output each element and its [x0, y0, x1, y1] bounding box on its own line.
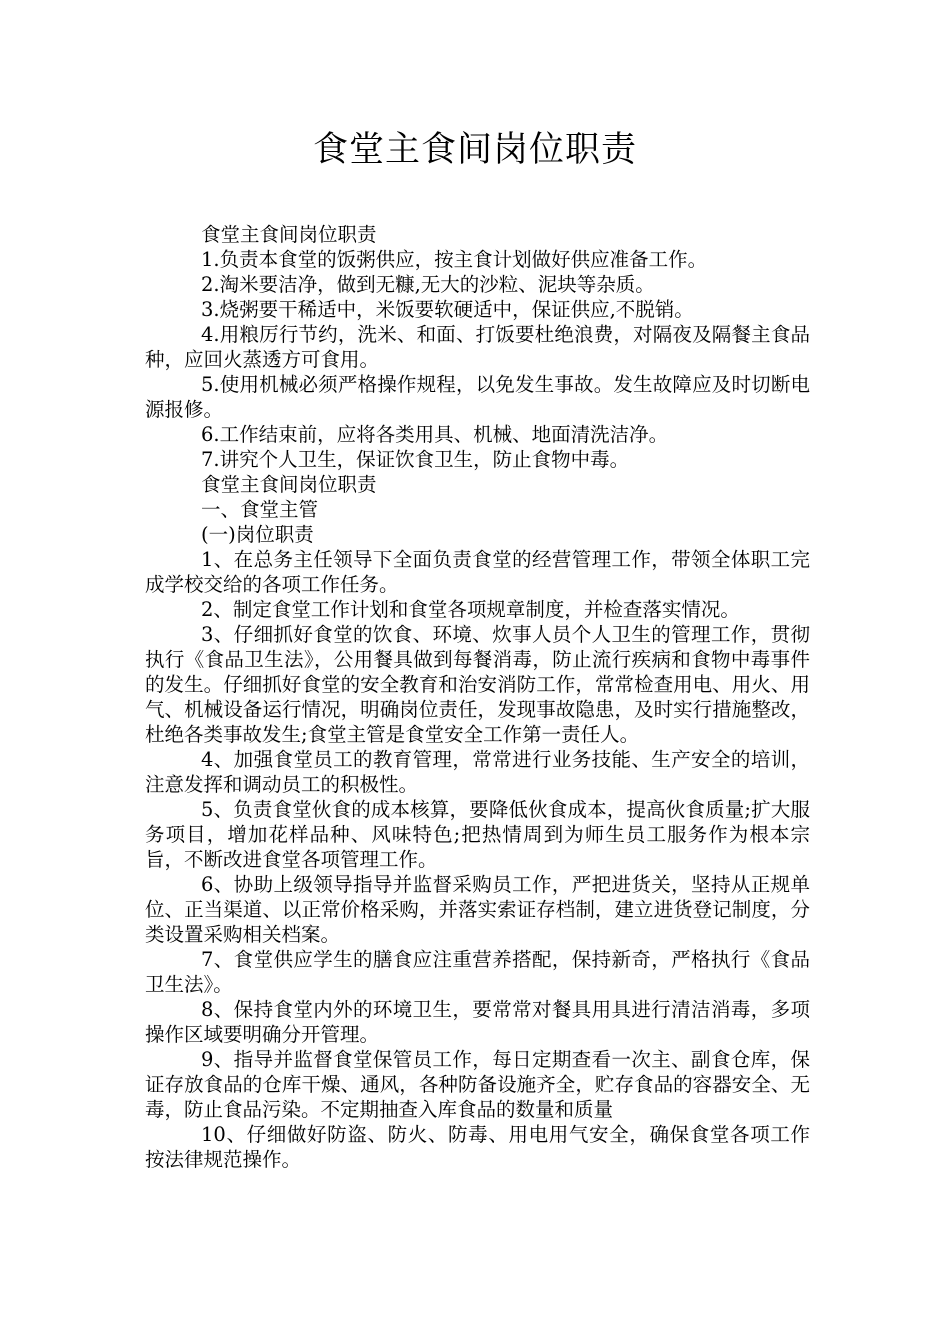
paragraph: 1、在总务主任领导下全面负责食堂的经营管理工作，带领全体职工完成学校交给的各项工作任务。: [145, 548, 810, 596]
paragraph: 6.工作结束前，应将各类用具、机械、地面清洗洁净。: [201, 423, 669, 446]
paragraph: 一、食堂主管: [201, 498, 319, 521]
paragraph: 2、制定食堂工作计划和食堂各项规章制度，并检查落实情况。: [201, 598, 740, 621]
paragraph: 7.讲究个人卫生，保证饮食卫生，防止食物中毒。: [201, 448, 630, 471]
paragraph: 10、仔细做好防盗、防火、防毒、用电用气安全，确保食堂各项工作按法律规范操作。: [145, 1123, 810, 1171]
paragraph: 3、仔细抓好食堂的饮食、环境、炊事人员个人卫生的管理工作，贯彻执行《食品卫生法》，公用餐具做到每餐消毒，防止流行疾病和食物中毒事件的发生。仔细抓好食堂的安全教育和治安消防工作，常常检查用电、用火、用气、机械设备运行情况，明确岗位责任，发现事故隐患，及时实行措施整改，杜绝各类事故发生;食堂主管是食堂安全工作第一责任人。: [145, 623, 810, 746]
paragraph: 5.使用机械必须严格操作规程，以免发生事故。发生故障应及时切断电源报修。: [145, 373, 810, 421]
paragraph: 1.负责本食堂的饭粥供应，按主食计划做好供应准备工作。: [201, 248, 708, 271]
paragraph: 2.淘米要洁净，做到无糠,无大的沙粒、泥块等杂质。: [201, 273, 655, 296]
paragraph: 食堂主食间岗位职责: [201, 223, 377, 246]
paragraph: 8、保持食堂内外的环境卫生，要常常对餐具用具进行清洁消毒，多项操作区域要明确分开管理。: [145, 998, 810, 1046]
paragraph: 5、负责食堂伙食的成本核算，要降低伙食成本，提高伙食质量;扩大服务项目，增加花样品种、风味特色;把热情周到为师生员工服务作为根本宗旨，不断改进食堂各项管理工作。: [145, 798, 810, 871]
paragraph: 3.烧粥要干稀适中，米饭要软硬适中，保证供应,不脱销。: [201, 298, 694, 321]
paragraph: 7、食堂供应学生的膳食应注重营养搭配，保持新奇，严格执行《食品卫生法》。: [145, 948, 810, 996]
paragraph: 4.用粮厉行节约，洗米、和面、打饭要杜绝浪费，对隔夜及隔餐主食品种，应回火蒸透方可食用。: [145, 323, 810, 371]
paragraph: 6、协助上级领导指导并监督采购员工作，严把进货关，坚持从正规单位、正当渠道、以正常价格采购，并落实索证存档制，建立进货登记制度，分类设置采购相关档案。: [145, 873, 810, 946]
paragraph: 4、加强食堂员工的教育管理，常常进行业务技能、生产安全的培训，注意发挥和调动员工的积极性。: [145, 748, 810, 796]
paragraph: 食堂主食间岗位职责: [201, 473, 377, 496]
paragraph: (一)岗位职责: [201, 523, 314, 546]
document-body: [145, 222, 810, 1172]
document-title: 食堂主食间岗位职责: [312, 130, 637, 170]
paragraph: 9、指导并监督食堂保管员工作，每日定期查看一次主、副食仓库，保证存放食品的仓库干燥、通风，各种防备设施齐全，贮存食品的容器安全、无毒，防止食品污染。不定期抽查入库食品的数量和质量: [145, 1048, 810, 1121]
